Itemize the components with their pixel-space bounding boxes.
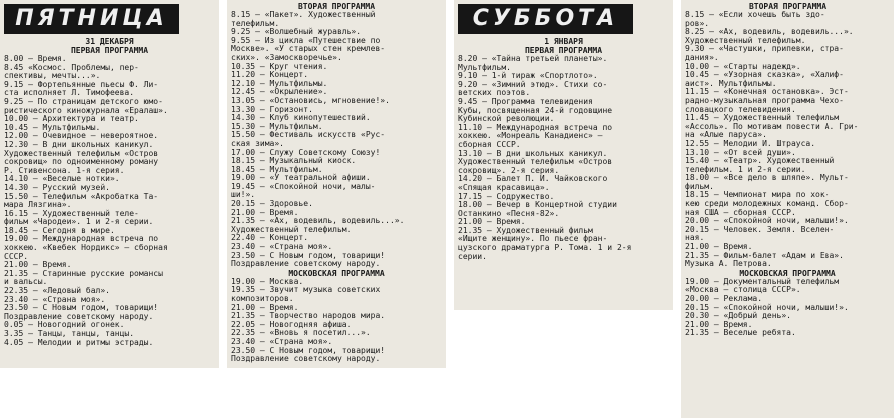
listing-line: 20.15 — Человек. Земля. Вселен-: [685, 224, 835, 234]
listing-line: 20.15 — «Спокойной ночи, малыши!».: [685, 302, 849, 312]
listing-line: сокровищ» по одноименному роману: [4, 157, 159, 167]
listing-line: 15.30 — Мультфильм.: [231, 121, 323, 131]
listing-line: 11.45 — Художественный телефильм: [685, 113, 840, 123]
listing-line: 14.30 — Русский музей.: [4, 182, 110, 192]
listing-line: 14.20 — Балет П. И. Чайковского: [458, 174, 608, 184]
friday-first-program-listing: [4, 55, 215, 347]
listing-line: ветских поэтов.: [458, 88, 531, 98]
listing-line: Мультфильм.: [458, 62, 511, 72]
listing-line: 17.15 — Содружество.: [458, 191, 555, 201]
listing-line: Художественный телефильм «Остров: [458, 157, 613, 167]
listing-line: 23.40 — «Страна моя».: [4, 294, 106, 304]
listing-line: фильм «Чародеи». 1 и 2-я серии.: [4, 217, 154, 227]
listing-line: Р. Стивенсона. 1-я серия.: [4, 165, 125, 175]
listing-line: 17.00 — Служу Советскому Союзу!: [231, 147, 381, 157]
listing-line: фильм.: [685, 181, 714, 191]
listing-line: 21.00 — Время.: [231, 207, 299, 217]
listing-line: 22.05 — Новогодняя афиша.: [231, 319, 352, 329]
listing-line: 8.15 — «Если хочешь быть здо-: [685, 10, 825, 19]
listing-line: 12.45 — «Окрыление».: [231, 87, 328, 97]
listing-line: ская зима».: [231, 138, 284, 148]
listing-line: и вальсы.: [4, 277, 48, 287]
listing-line: 8.15 — «Пакет». Художественный: [231, 10, 376, 19]
listing-line: 16.15 — Художественный теле-: [4, 208, 139, 218]
listing-line: Поздравление советскому народу.: [231, 259, 381, 269]
listing-line: Поздравление советскому народу.: [4, 311, 154, 321]
listing-line: композиторов.: [231, 294, 294, 303]
listing-line: 8.45 «Космос. Проблемы, пер-: [4, 62, 139, 72]
listing-line: 12.10 — Мультфильмы.: [231, 78, 328, 88]
listing-line: 21.35 — Старинные русские романсы: [4, 268, 163, 278]
saturday-title: СУББОТА: [458, 4, 633, 34]
listing-line: 21.35 — «Ах, водевиль, водевиль...».: [231, 216, 405, 226]
listing-line: 23.40 — «Страна моя».: [231, 336, 333, 346]
listing-line: 11.10 — Международная встреча по: [458, 122, 613, 132]
listing-line: 15.40 — «Театр». Художественный: [685, 156, 835, 166]
listing-line: Поздравление советскому народу.: [231, 354, 381, 364]
friday-title: ПЯТНИЦА: [4, 4, 179, 34]
listing-line: Художественный телефильм «Остров: [4, 148, 159, 158]
listing-line: цузского драматурга Р. Тома. 1 и 2-я: [458, 243, 632, 253]
listing-line: 18.15 — Музыкальный киоск.: [231, 156, 357, 166]
listing-line: СССР.: [4, 251, 29, 261]
listing-line: 20.15 — Здоровье.: [231, 199, 313, 209]
listing-line: 10.00 — «Старты надежд».: [685, 61, 801, 71]
listing-line: 12.00 — Очевидное — невероятное.: [4, 131, 159, 141]
listing-line: «Москва — столица СССР».: [685, 285, 801, 295]
listing-line: дания».: [685, 52, 719, 62]
listing-line: 18.15 — Чемпионат мира по хок-: [685, 190, 830, 200]
listing-line: 19.00 — Международная встреча по: [4, 234, 159, 244]
listing-line: телефильм. 1 и 2-я серии.: [685, 164, 806, 174]
listing-line: спективы, мечты...».: [4, 71, 101, 81]
friday-second-program-listing: [231, 11, 442, 269]
listing-line: 11.20 — Концерт.: [231, 70, 309, 80]
listing-line: 19.00 — Документальный телефильм: [685, 276, 840, 286]
listing-line: Москве». «У старых стен кремлев-: [231, 44, 386, 54]
listing-line: 21.00 — Время.: [458, 217, 526, 227]
listing-line: 21.35 — Творчество народов мира.: [231, 311, 386, 321]
listing-line: 9.20 — «Зимний этюд». Стихи со-: [458, 79, 608, 89]
listing-line: на «Алые паруса».: [685, 130, 767, 140]
listing-line: Кубинской революции.: [458, 114, 555, 124]
listing-line: 10.00 — Архитектура и театр.: [4, 114, 139, 124]
listing-line: 18.00 — Вечер в Концертной студии: [458, 200, 617, 210]
friday-date: 31 ДЕКАБРЯ: [85, 37, 134, 46]
listing-line: мара Лязгина».: [4, 200, 72, 210]
listing-line: радно-музыкальная программа Чехо-: [685, 95, 844, 105]
listing-line: 9.30 — «Частушки, припевки, стра-: [685, 44, 844, 54]
listing-line: 23.50 — С Новым годом, товарищи!: [231, 250, 386, 260]
saturday-second-program-listing: [685, 11, 890, 269]
saturday-first-program-listing: [458, 55, 669, 261]
listing-line: 4.05 — Мелодии и ритмы эстрады.: [4, 337, 154, 347]
listing-line: 21.35 — Веселые ребята.: [685, 328, 796, 338]
listing-line: «Ищите женщину». По пьесе фран-: [458, 234, 608, 244]
listing-line: ристического киножурнала «Ералаш».: [4, 105, 168, 115]
listing-line: ров».: [685, 18, 710, 28]
listing-line: 21.00 — Время.: [685, 319, 753, 329]
listing-line: 19.35 — Звучит музыка советских: [231, 285, 381, 295]
listing-line: 8.00 — Время.: [4, 54, 67, 63]
listing-line: 22.35 — «Ледовый бал».: [4, 286, 110, 296]
listing-line: телефильм.: [231, 18, 280, 28]
listing-line: Художественный телефильм.: [231, 224, 352, 234]
listing-line: 19.45 — «Спокойной ночи, малы-: [231, 181, 376, 191]
listing-line: 13.05 — «Остановись, мгновение!».: [231, 95, 390, 105]
listing-line: ная США — сборная СССР.: [685, 207, 796, 217]
listing-line: 13.10 — «От всей души».: [685, 147, 796, 157]
friday-moscow-program-listing: [231, 278, 442, 364]
listing-line: ста исполняет Л. Тимофеева.: [4, 88, 135, 98]
saturday-date: 1 ЯНВАРЯ: [544, 37, 583, 46]
listing-line: серии.: [458, 251, 487, 261]
listing-line: 22.40 — Концерт.: [231, 233, 309, 243]
saturday-moscow-program-listing: [685, 278, 890, 338]
listing-line: 13.10 — В дни школьных каникул.: [458, 148, 608, 158]
listing-line: 18.45 — Сегодня в мире.: [4, 225, 115, 235]
listing-line: ских». «Замоскворечье».: [231, 52, 342, 62]
listing-line: 23.50 — С Новым годом, товарищи!: [231, 345, 386, 355]
listing-line: 3.35 — Танцы, танцы, танцы.: [4, 329, 135, 338]
friday-second-program-heading: ВТОРАЯ ПРОГРАММА: [297, 2, 376, 11]
saturday-second-program-heading: ВТОРАЯ ПРОГРАММА: [748, 2, 827, 11]
listing-line: хоккею. «Квебек Нордикс» — сборная: [4, 243, 168, 253]
listing-line: сокровищ». 2-я серия.: [458, 165, 560, 175]
listing-line: «Ассоль». По мотивам повести А. Гри-: [685, 121, 859, 131]
listing-line: ная.: [685, 233, 705, 243]
listing-line: 12.55 — Мелодии И. Штрауса.: [685, 138, 816, 148]
friday-second-column: [227, 0, 446, 368]
listing-line: Художественный телефильм.: [685, 35, 806, 45]
listing-line: 20.30 — «Добрый день».: [685, 311, 791, 321]
listing-line: 9.25 — По страницам детского юмо-: [4, 96, 163, 106]
saturday-moscow-program-heading: МОСКОВСКАЯ ПРОГРАММА: [739, 268, 836, 278]
listing-line: 23.50 — С Новым годом, товарищи!: [4, 303, 159, 313]
listing-line: 11.15 — «Конечная остановка». Эст-: [685, 87, 849, 97]
listing-line: 10.45 — Мультфильмы.: [4, 122, 101, 132]
listing-line: 15.50 — Телефильм «Акробатка Та-: [4, 191, 159, 201]
friday-moscow-program-heading: МОСКОВСКАЯ ПРОГРАММА: [288, 268, 385, 278]
saturday-second-column: [681, 0, 894, 418]
listing-line: 15.50 — Фестиваль искусств «Рус-: [231, 130, 386, 140]
listing-line: 8.20 — «Тайна третьей планеты».: [458, 54, 608, 63]
listing-line: 20.00 — «Спокойной ночи, малыши!».: [685, 216, 849, 226]
listing-line: 21.00 — Время.: [685, 242, 753, 252]
listing-line: 18.45 — Мультфильм.: [231, 164, 323, 174]
listing-line: Кубы, посвященная 24-й годовщине: [458, 105, 613, 115]
listing-line: 20.00 — Реклама.: [685, 294, 763, 303]
listing-line: 9.15 — Фортепьянные пьесы Ф. Ли-: [4, 79, 159, 89]
saturday-first-column: [454, 0, 673, 310]
listing-line: ши!».: [231, 190, 256, 200]
listing-line: 12.30 — В дни школьных каникул.: [4, 139, 154, 149]
listing-line: хоккею. «Монреаль Канадиенс» —: [458, 131, 603, 141]
listing-line: 18.00 — «Все дело в шляпе». Мульт-: [685, 173, 849, 183]
listing-line: 10.45 — «Узорная сказка», «Халиф-: [685, 70, 844, 80]
listing-line: 19.00 — Москва.: [231, 276, 304, 286]
listing-line: 21.35 — Фильм-балет «Адам и Ева».: [685, 250, 844, 260]
listing-line: Музыка А. Петрова.: [685, 259, 772, 269]
listing-line: 9.10 — 1-й тираж «Спортлото».: [458, 71, 598, 81]
listing-line: 9.45 — Программа телевидения: [458, 96, 593, 106]
listing-line: аист». Мультфильмы.: [685, 78, 777, 88]
listing-line: 14.30 — Клуб кинопутешествий.: [231, 113, 371, 123]
listing-line: Останкино «Песня-82».: [458, 208, 560, 218]
listing-line: «Спящая красавица».: [458, 182, 550, 192]
listing-line: 21.00 — Время.: [4, 260, 72, 270]
listing-line: 0.05 — Новогодний огонек.: [4, 320, 125, 330]
friday-first-column: [0, 0, 219, 368]
listing-line: 10.35 — Круг чтения.: [231, 61, 328, 71]
listing-line: 22.35 — «Вновь я посетил...».: [231, 328, 371, 338]
listing-line: 8.25 — «Ах, водевиль, водевиль...».: [685, 27, 854, 37]
listing-line: 9.55 — Из цикла «Путешествие по: [231, 35, 381, 45]
listing-line: словацкого телевидения.: [685, 104, 796, 114]
listing-line: кею среди молодежных команд. Сбор-: [685, 199, 849, 209]
saturday-first-program-heading: ПЕРВАЯ ПРОГРАММА: [524, 46, 603, 55]
listing-line: 9.25 — «Волшебный журавль».: [231, 27, 362, 37]
listing-line: 14.10 — «Веселые нотки».: [4, 174, 120, 184]
listing-line: 21.00 — Время.: [231, 302, 299, 312]
listing-line: 13.30 — Горизонт.: [231, 104, 313, 114]
listing-line: сборная СССР.: [458, 139, 521, 149]
listing-line: 23.40 — «Страна моя».: [231, 242, 333, 252]
listing-line: 19.00 — «У театральной афиши.: [231, 173, 371, 183]
friday-first-program-heading: ПЕРВАЯ ПРОГРАММА: [70, 46, 149, 55]
listing-line: 21.35 — Художественный фильм: [458, 225, 593, 235]
